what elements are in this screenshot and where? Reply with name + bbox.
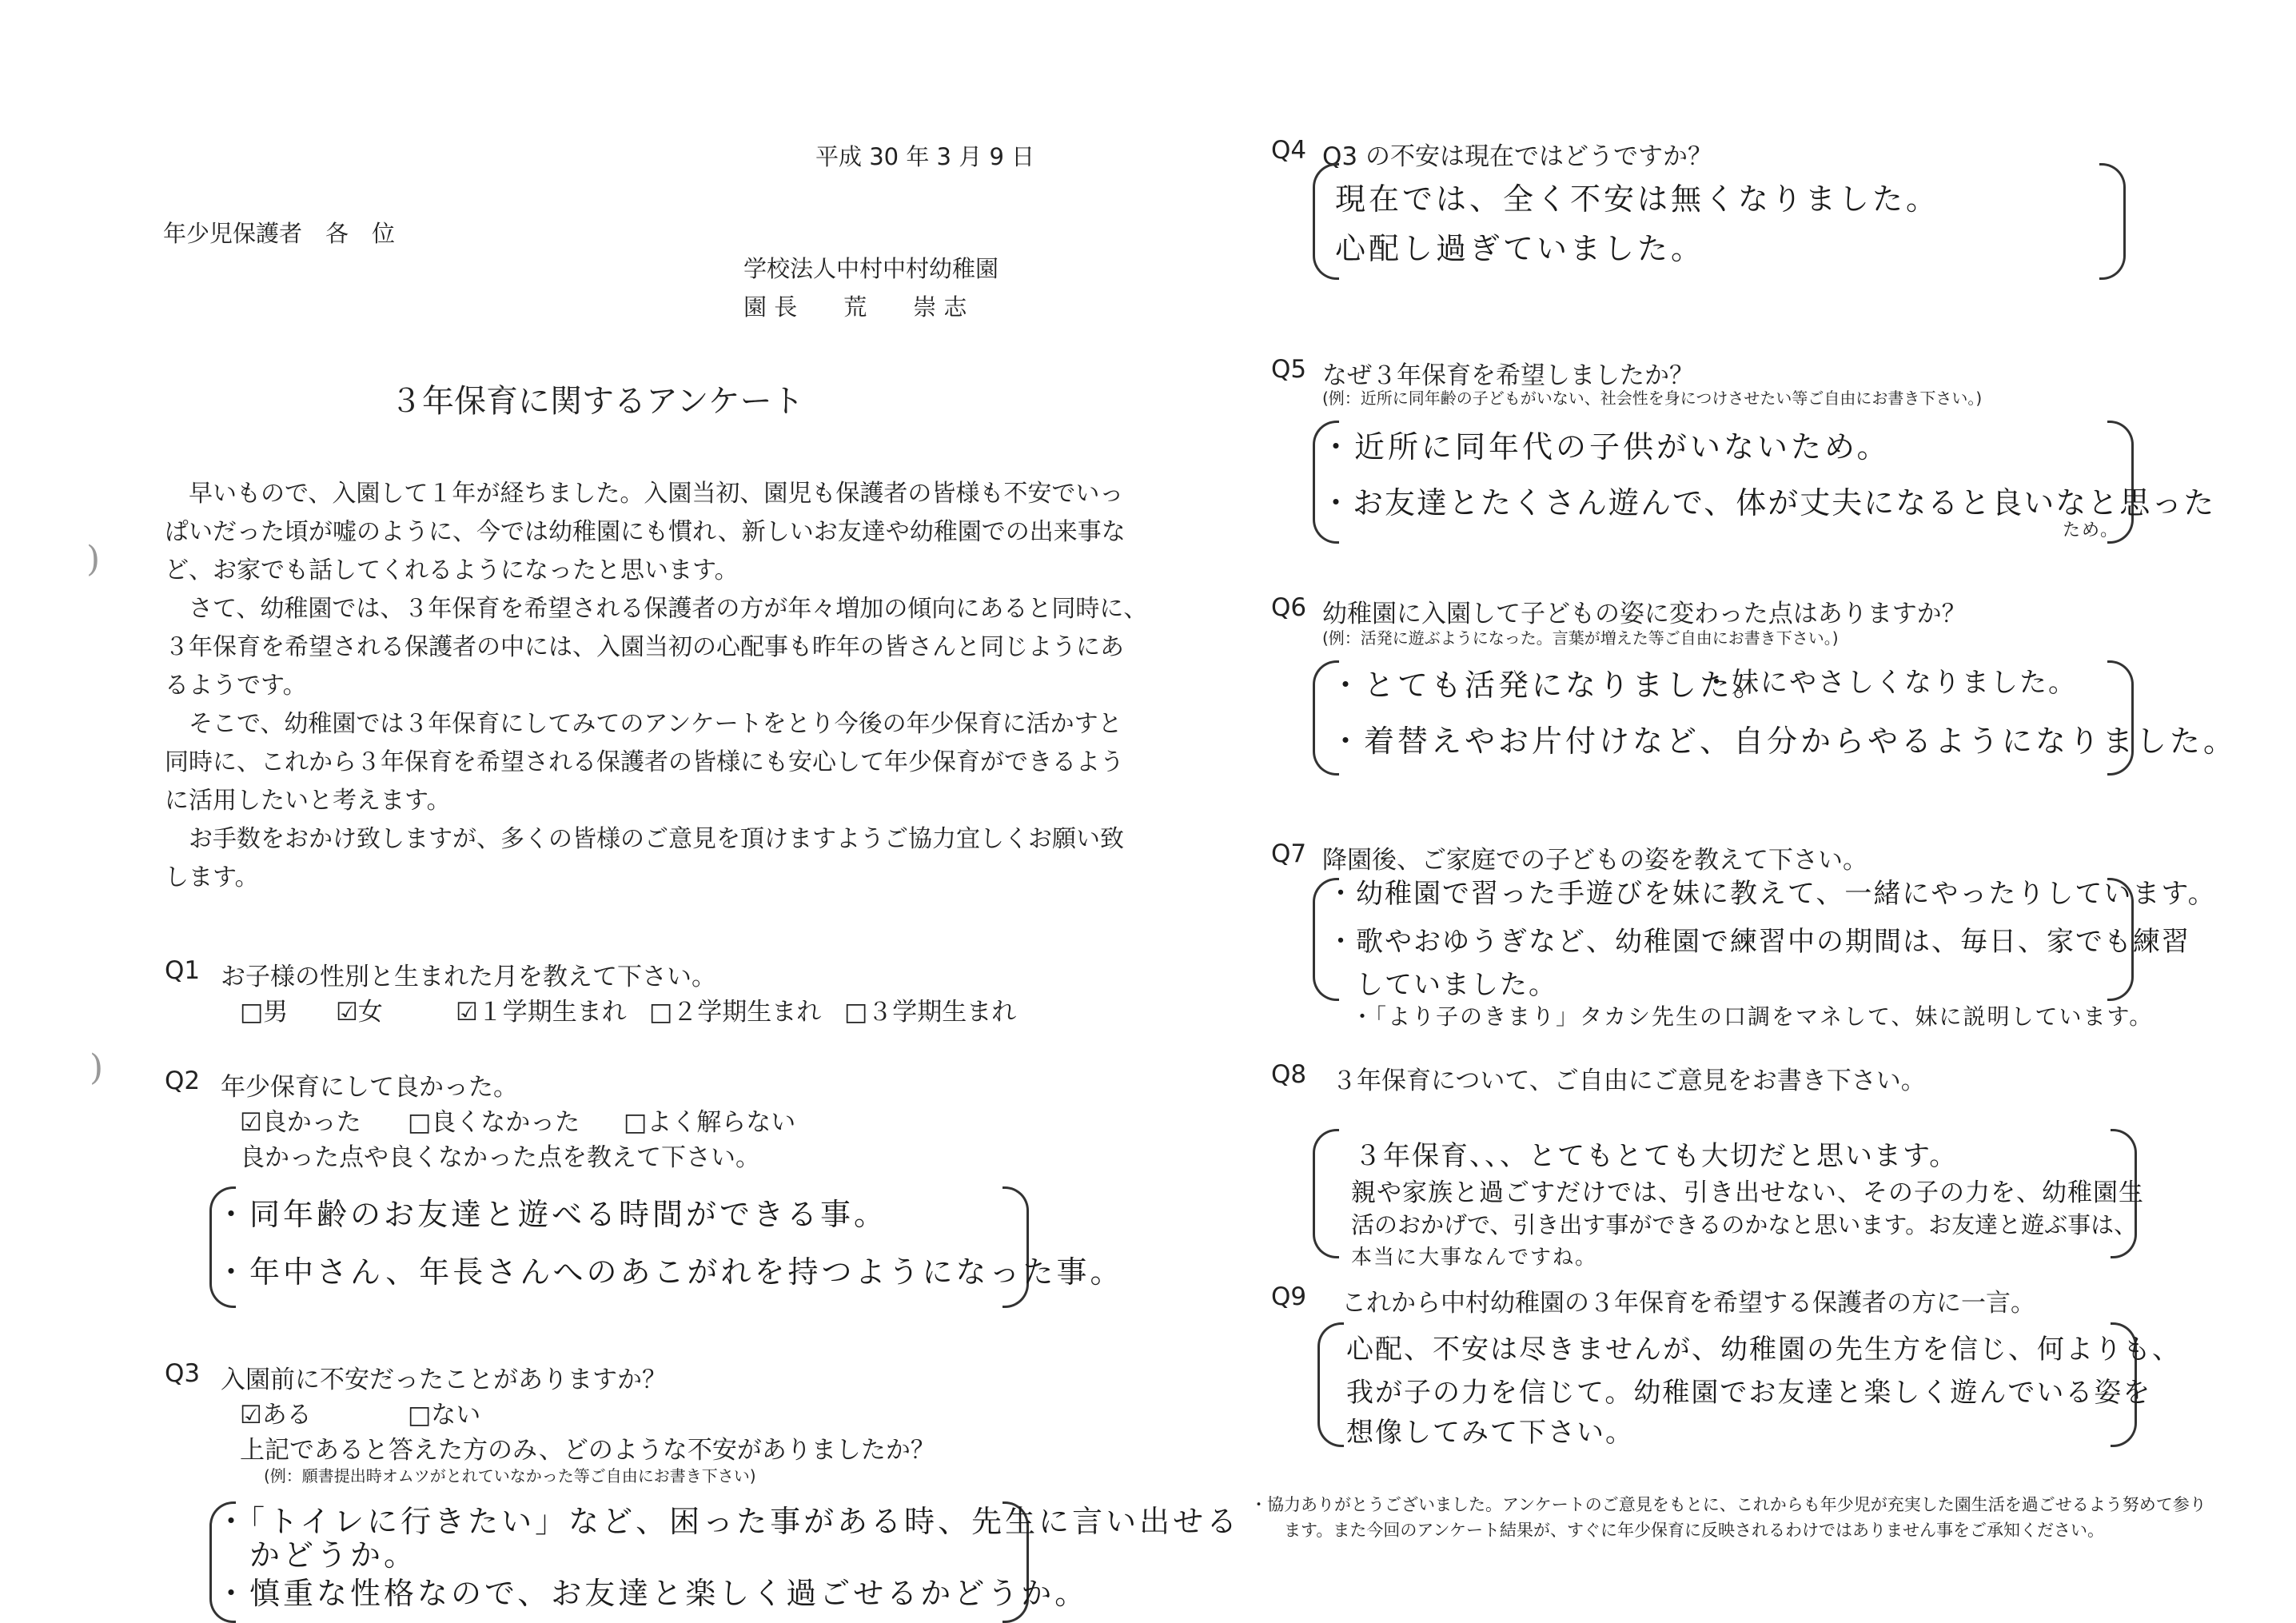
q4-handwritten-answer-line: 現在では、全く不安は無くなりました。 bbox=[1335, 181, 1940, 217]
q1-option-term3[interactable]: □３学期生まれ bbox=[844, 998, 1017, 1027]
q7-handwritten-answer-line: ・歌やおゆうぎなど、幼稚園で練習中の期間は、毎日、家でも練習 bbox=[1327, 926, 2190, 958]
q2-number: Q2 bbox=[165, 1067, 201, 1095]
q9-number: Q9 bbox=[1271, 1282, 1307, 1311]
q1-option-male[interactable]: □男 bbox=[240, 998, 289, 1027]
footer-line: ・協力ありがとうございました。アンケートのご意見をもとに、これからも年少児が充実した園生活を過ごせるよう努めて参り bbox=[1250, 1495, 2206, 1514]
q2-option-good[interactable]: ☑良かった bbox=[240, 1108, 361, 1137]
q3-number: Q3 bbox=[165, 1359, 201, 1388]
intro-paragraph bbox=[165, 475, 1147, 897]
q2-question: 年少保育にして良かった。 bbox=[221, 1073, 518, 1102]
q3-handwritten-answer-line: かどうか。 bbox=[216, 1537, 418, 1573]
q1-number: Q1 bbox=[165, 956, 201, 985]
q7-number: Q7 bbox=[1271, 839, 1307, 868]
intro-line: さて、幼稚園では、３年保育を希望される保護者の方が年々増加の傾向にあると同時に、 bbox=[165, 595, 1148, 623]
q1-option-term2[interactable]: □２学期生まれ bbox=[649, 998, 822, 1027]
intro-line: ３年保育を希望される保護者の中には、入園当初の心配事も昨年の皆さんと同じようにあ bbox=[165, 633, 1124, 661]
intro-line: します。 bbox=[165, 863, 259, 891]
q5-question: なぜ３年保育を希望しましたか？ bbox=[1322, 361, 1694, 390]
q8-question: ３年保育について、ご自由にご意見をお書き下さい。 bbox=[1332, 1067, 1926, 1095]
q2-option-unsure[interactable]: □よく解らない bbox=[624, 1108, 796, 1137]
intro-line: ぱいだった頃が嘘のように、今では幼稚園にも慣れ、新しいお友達や幼稚園での出来事な bbox=[165, 518, 1126, 546]
q5-example: (例：近所に同年齢の子どもがいない、社会性を身につけさせたい等ご自由にお書き下さい。) bbox=[1322, 389, 1983, 408]
q8-handwritten-answer-line: 活のおかげで、引き出す事ができるのかなと思います。お友達と遊ぶ事は、 bbox=[1351, 1211, 2138, 1238]
q4-number: Q4 bbox=[1271, 136, 1307, 165]
q2-option-not-good[interactable]: □良くなかった bbox=[408, 1108, 580, 1137]
q4-answer-bracket-right bbox=[2099, 163, 2126, 280]
intro-line: 同時に、これから３年保育を希望される保護者の皆様にも安心して年少保育ができるよう bbox=[165, 748, 1124, 776]
q1-question: お子様の性別と生まれた月を教えて下さい。 bbox=[221, 963, 716, 991]
q9-answer-bracket-left bbox=[1317, 1322, 1344, 1447]
document-title: ３年保育に関するアンケート bbox=[390, 383, 804, 420]
q3-example: (例：願書提出時オムツがとれていなかった等ご自由にお書き下さい) bbox=[264, 1466, 756, 1485]
q6-question: 幼稚園に入園して子どもの姿に変わった点はありますか？ bbox=[1322, 600, 1967, 628]
intro-line: るようです。 bbox=[165, 672, 307, 700]
q3-subquestion: 上記であると答えた方のみ、どのような不安がありましたか？ bbox=[240, 1436, 935, 1465]
q7-handwritten-answer-line: していました。 bbox=[1327, 969, 1557, 1001]
q4-handwritten-answer-line: 心配し過ぎていました。 bbox=[1335, 231, 1705, 266]
addressee: 年少児保護者 各 位 bbox=[163, 220, 396, 247]
date: 平成 30 年 3 月 9 日 bbox=[815, 143, 1035, 170]
intro-line: そこで、幼稚園では３年保育にしてみてのアンケートをとり今後の年少保育に活かすと bbox=[165, 710, 1122, 738]
q5-handwritten-answer-line: ため。 bbox=[2063, 520, 2120, 540]
q7-question: 降園後、ご家庭での子どもの姿を教えて下さい。 bbox=[1322, 846, 1867, 875]
q2-subquestion: 良かった点や良くなかった点を教えて下さい。 bbox=[240, 1143, 760, 1172]
footer-line: ます。また今回のアンケート結果が、すぐに年少保育に反映されるわけではありません事をご承知ください。 bbox=[1284, 1521, 2105, 1540]
q8-handwritten-answer-line: ３年保育、、、とてもとても大切だと思います。 bbox=[1354, 1140, 1959, 1172]
intro-line: ど、お家でも話してくれるようになったと思います。 bbox=[165, 556, 739, 584]
q3-option-no[interactable]: □ない bbox=[408, 1401, 481, 1430]
q7-handwritten-answer-line: ・幼稚園で習った手遊びを妹に教えて、一緒にやったりしています。 bbox=[1327, 878, 2217, 910]
q3-option-yes[interactable]: ☑ある bbox=[240, 1401, 312, 1430]
scan-mark: ) bbox=[90, 1047, 104, 1088]
q6-number: Q6 bbox=[1271, 593, 1307, 622]
thank-you-note bbox=[1250, 1492, 2206, 1543]
q6-example: (例：活発に遊ぶようになった。言葉が増えた等ご自由にお書き下さい。) bbox=[1322, 628, 1839, 648]
q3-handwritten-answer-line: ・慎重な性格なので、お友達と楽しく過ごせるかどうか。 bbox=[216, 1576, 1089, 1611]
q5-handwritten-answer-line: ・お友達とたくさん遊んで、体が丈夫になると良いなと思った bbox=[1321, 485, 2216, 520]
intro-line: 早いもので、入園して１年が経ちました。入園当初、園児も保護者の皆様も不安でいっ bbox=[165, 480, 1124, 508]
q6-handwritten-answer-line: ・とても活発になりました。 bbox=[1330, 668, 1768, 703]
intro-line: お手数をおかけ致しますが、多くの皆様のご意見を頂けますようご協力宜しくお願い致 bbox=[165, 825, 1124, 853]
q8-handwritten-answer-line: 本当に大事なんですね。 bbox=[1351, 1246, 1598, 1270]
organization: 学校法人中村中村幼稚園 bbox=[743, 255, 999, 282]
q9-handwritten-answer-line: 我が子の力を信じて。幼稚園でお友達と楽しく遊んでいる姿を bbox=[1346, 1377, 2152, 1409]
q3-question: 入園前に不安だったことがありますか？ bbox=[221, 1366, 667, 1394]
q9-question: これから中村幼稚園の３年保育を希望する保護者の方に一言。 bbox=[1341, 1289, 2035, 1318]
q9-handwritten-answer-line: 心配、不安は尽きませんが、幼稚園の先生方を信じ、何よりも、 bbox=[1346, 1334, 2181, 1366]
q1-option-female[interactable]: ☑女 bbox=[336, 998, 383, 1027]
q8-answer-bracket-left bbox=[1313, 1129, 1339, 1258]
q8-handwritten-answer-line: 親や家族と過ごすだけでは、引き出せない、その子の力を、幼稚園生 bbox=[1351, 1178, 2144, 1207]
q2-handwritten-answer-line: ・年中さん、年長さんへのあこがれを持つようになった事。 bbox=[216, 1254, 1124, 1290]
q5-number: Q5 bbox=[1271, 355, 1307, 384]
principal: 園 長 荒 崇 志 bbox=[743, 293, 967, 321]
scan-mark: ) bbox=[86, 539, 101, 580]
q4-question: Q3 の不安は現在ではどうですか？ bbox=[1322, 142, 1712, 171]
q1-option-term1[interactable]: ☑１学期生まれ bbox=[456, 998, 627, 1027]
intro-line: に活用したいと考えます。 bbox=[165, 787, 451, 815]
q6-handwritten-answer-line: ・妹にやさしくなりました。 bbox=[1703, 667, 2077, 699]
q5-handwritten-answer-line: ・近所に同年代の子供がいないため。 bbox=[1321, 429, 1891, 465]
q3-handwritten-answer-line: ・「トイレに行きたい」など、困った事がある時、先生に言い出せる bbox=[216, 1504, 1241, 1539]
q2-handwritten-answer-line: ・同年齢のお友達と遊べる時間ができる事。 bbox=[216, 1197, 888, 1232]
q6-handwritten-answer-line: ・着替えやお片付けなど、自分からやるようになりました。 bbox=[1330, 724, 2238, 759]
q8-number: Q8 bbox=[1271, 1060, 1307, 1089]
q9-handwritten-answer-line: 想像してみて下さい。 bbox=[1346, 1417, 1634, 1449]
q7-handwritten-answer-line: ・「より子のきまり」タカシ先生の口調をマネして、妹に説明しています。 bbox=[1351, 1003, 2154, 1030]
